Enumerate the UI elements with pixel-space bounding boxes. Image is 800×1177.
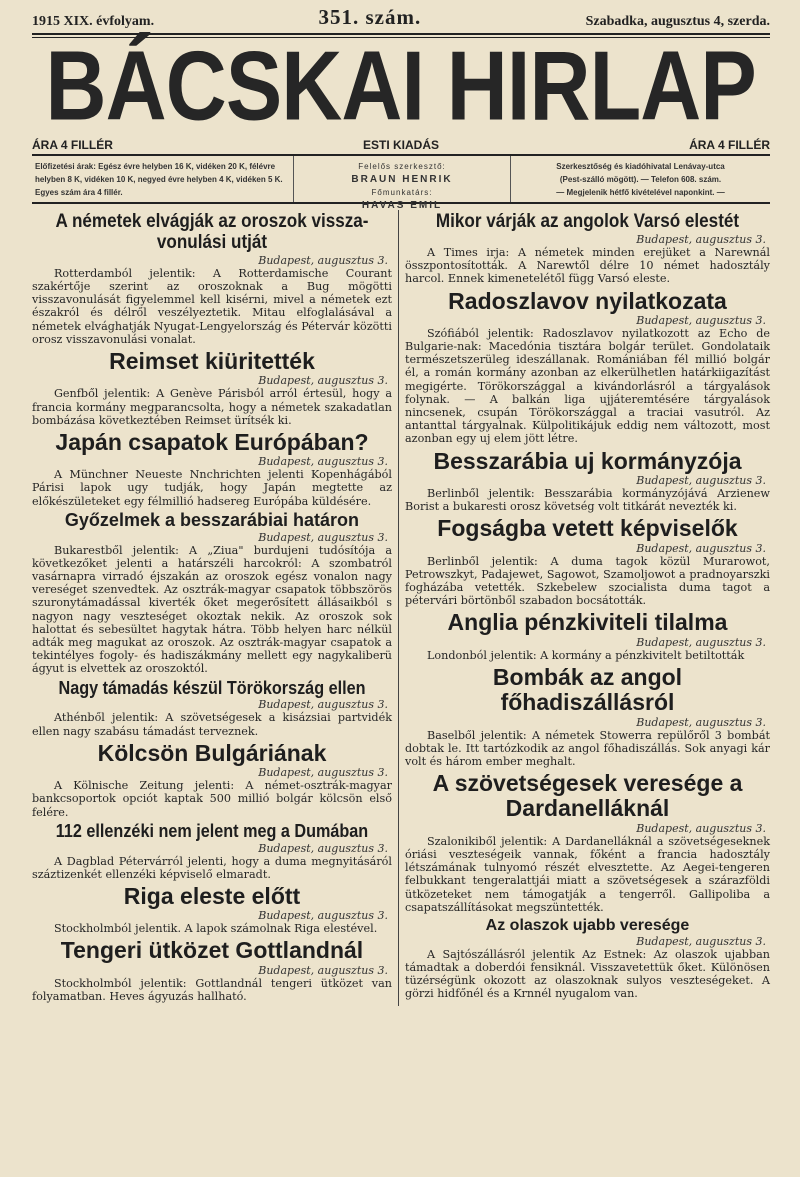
subscription-info: Előfizetési árak: Egész évre helyben 16 K, vidéken 20 K, félévre helyben 8 K, vidéken 10 K, negyed évre helyben 4 K, vidéken 5 K. Egyes szám ára 4 fillér. [32,156,294,202]
article-dateline: Budapest, augusztus 3. [258,374,388,388]
article-dateline: Budapest, augusztus 3. [258,530,388,544]
article [32,430,392,508]
price-left: ÁRA 4 FILLÉR [32,138,113,152]
article-headline: Tengeri ütközet Gottlandnál [60,937,364,964]
article [405,289,770,446]
editor-info [294,156,511,211]
article-dateline: Budapest, augusztus 3. [258,766,388,780]
office-line-2: (Pest-szálló mögött). — Telefon 608. szám. [559,175,722,184]
article [405,665,770,768]
article [32,938,392,1003]
right-column [398,210,770,1006]
info-row [32,156,770,211]
article [32,349,392,427]
article-headline: Radoszlavov nyilatkozata [448,287,727,314]
article-headline: Reimset kiüritették [109,348,315,374]
article-body: Stockholmból jelentik. A lapok számolnak Riga elestével. [54,922,378,936]
issue-date: Szabadka, augusztus 4, szerda. [585,14,770,29]
left-column [32,210,398,1006]
article [405,516,770,607]
article-dateline: Budapest, augusztus 3. [258,455,388,469]
article-headline: Az olaszok ujabb veresége [485,916,690,934]
article [32,212,392,346]
article [32,511,392,676]
article [32,679,392,738]
article-dateline: Budapest, augusztus 3. [258,909,388,923]
article-body: Stockholmból jelentik: Gottlandnál tengeri ütközet van folyamatban. Heves ágyuzás hallható. [32,976,392,1003]
article-headline: Mikor várják az angolok Varsó elestét [435,211,740,232]
article-body: Baselből jelentik: A németek Stowerra repülőről 3 bombát dobtak le. Itt tartózkodik az angol főhadiszállás. Sok anyagi kár volt és három ember meghalt. [405,728,770,768]
article-headline: Japán csapatok Európában? [55,428,369,455]
article-dateline: Budapest, augusztus 3. [636,313,766,327]
issue-number: 351. szám. [318,5,422,29]
article-headline: 112 ellenzéki nem jelent meg a Dumában [55,820,369,841]
article-body: Athénből jelentik: A szövetségesek a kisázsiai partvidék ellen nagy szabásu támadást terveznek. [32,711,392,738]
article-dateline: Budapest, augusztus 3. [636,473,766,487]
article-body: A Sajtószállásról jelentik Az Estnek: Az olaszok ujabban támadtak a doberdói fensiknál. Visszavetettük őket. Különösen tüzérségünk okozott az olaszoknak sulyos veszteségeket. A görzi hidfőnél és a Krnnél nyugalom van. [405,947,770,1001]
article-body: Bukarestből jelentik: A „Ziua" burdujeni tudósítója a következőket jelenti a határszéli harcokról: A szombatról vasárnapra virradó éjszakán az oroszok egész vonalon nagy vereséget szenvedtek. Az osztrák-magyar csapatok többszörös szuronytámadással kiverték őket megerősített állásaikból s nagyon nagy veszteséget okoztak nekik. Az oroszok sok halottat és sebesültet hagytak hátra. Több helyen harc nélkül adták meg magukat az oroszok. Az osztrák-magyar csapatok a tekintélyes fogoly- és hadiszákmány mellett egy nagykaliberü ágyut is elvettek az oroszoktól. [32,543,392,676]
office-info [511,156,770,202]
office-line-3: — Megjelenik hétfő kivételével naponkint. — [556,188,725,197]
article-body: Berlinből jelentik: A duma tagok közül Murarowot, Petrowszkyt, Padajewet, Sagowot, Szamoljowot a pradnoyarszki fogházába vetették. Szkebelew szocialista duma tagot a pétervári börtönből szabadon bocsátották. [405,554,770,608]
article-columns [32,204,770,1006]
article-headline: Győzelmek a besszarábiai határon [64,509,360,530]
article-headline: Anglia pénzkiviteli tilalma [447,609,728,636]
article [32,884,392,936]
article-dateline: Budapest, augusztus 3. [636,715,766,729]
masthead [32,31,770,142]
article-body: A Times irja: A németek minden erejüket a Narewnál összpontosították. A Narewtől délre 10 német hadosztály harcol. Ennek kimenetelétől függ Varsó eleste. [405,245,770,286]
editor-name: BRAUN HENRIK [351,174,453,185]
article-body: Londonból jelentik: A kormány a pénzkivitelt betiltották [427,648,745,662]
office-line-1: Szerkesztőség és kiadóhivatal Lenávay-utca [556,162,725,171]
article-dateline: Budapest, augusztus 3. [258,963,388,977]
article-body: A Münchner Neueste Nnchrichten jelenti Kopenhágából Párisi lapok ugy tudják, hogy Japán megtette az előkészületeket egy félmillió hadsereg Európába küldésére. [32,468,392,508]
article [405,212,770,286]
article-headline: Besszarábia uj kormányzója [433,447,742,474]
article [32,822,392,881]
article-headline: Nagy támadás készül Törökország ellen [58,677,366,698]
article-headline: A németek elvágják az oroszok vissza-vonulási utját [55,211,369,253]
coeditor-name: HAVAS EMIL [361,200,443,211]
article [405,771,770,914]
article-headline: A szövetségesek veresége a Dardanelláknál [432,770,743,822]
article-body: A Dagblad Pétervárról jelenti, hogy a duma megnyitásáról száztizenkét ellenzéki képviselő elmaradt. [32,854,392,881]
editor-label: Felelős szerkesztő: [358,162,446,171]
article-body: Szalonikiből jelentik: A Dardanelláknál a szövetségeseknek óriási veszteségeik vannak, főként a francia hadosztály létszámának tulnyomó részét elvesztette. Az Aegei-tengeren felbukkant tengeralattjái miatt a szövetségesek a szárazföldi ütközeteket nem támogatják a tengerről. Gallipoliba a csapatszállításokat megszüntették. [405,834,770,914]
article-dateline: Budapest, augusztus 3. [636,635,766,649]
article-body: A Kölnische Zeitung jelenti: A német-osztrák-magyar bankcsoportok opciót kaptak 500 millió bolgár kölcsön első felére. [32,779,392,819]
article-body: Berlinből jelentik: Besszarábia kormányzójává Arzienew Borist a bukaresti orosz követség volt titkárát nevezték ki. [405,486,770,514]
article-headline: Riga eleste előtt [123,882,301,909]
article [405,610,770,662]
article [32,741,392,819]
article-dateline: Budapest, augusztus 3. [636,934,766,948]
article-dateline: Budapest, augusztus 3. [258,253,388,267]
article-dateline: Budapest, augusztus 3. [636,232,766,246]
article-headline: Kölcsön Bulgáriának [97,739,327,766]
article-body: Genfből jelentik: A Genève Párisból arról értesül, hogy a francia kormány megparancsolta, hogy a németek szakadatlan bombázása következtében Reimset ürítsék ki. [32,387,392,427]
article [405,449,770,514]
edition-label: ESTI KIADÁS [362,138,439,152]
coeditor-label: Főmunkatárs: [371,188,433,197]
article [405,917,770,1000]
article-headline: Bombák az angol főhadiszállásról [492,663,683,716]
volume-year: 1915 XIX. évfolyam. [32,14,155,29]
article-dateline: Budapest, augusztus 3. [258,698,388,712]
masthead-title: BÁCSKAI HIRLAP [45,31,757,142]
article-dateline: Budapest, augusztus 3. [636,541,766,555]
article-dateline: Budapest, augusztus 3. [258,841,388,855]
article-dateline: Budapest, augusztus 3. [636,821,766,835]
article-body: Rotterdamból jelentik: A Rotterdamische Courant szakértője szerint az oroszoknak a Bug mögötti visszavonulását figyelemmel kell kisérni, mivel a németek ezt északról és délről veszélyeztetik. Mitau elfoglalásával a németek elvághatják Nyugat-Lengyelország és Pétervár közötti orosz visszavonulási vonalat. [32,266,392,346]
article-body: Szófiából jelentik: Radoszlavov nyilatkozott az Echo de Bulgarie-nak: Macedónia tisztára bolgár terület. Gondolataik természetszerüleg ideszállanak. Romániában fél millió bolgár él, a román kormány azonban az elkerülhetlen határkiigazítást megigérte. Törökországgal a kivándorlásról a tárgyalások folynak. — A balkán liga ujjáteremtésére tárgyalások nincsenek, csupán Törökországgal a traciai vasutról. Az antanttal tárgyalnak. Külpolitikájuk eddig nem változott, most azonban egy uj elem jött létre. [405,326,770,446]
article-headline: Fogságba vetett képviselők [437,515,738,542]
price-right: ÁRA 4 FILLÉR [689,138,770,152]
top-info-bar [32,0,770,33]
